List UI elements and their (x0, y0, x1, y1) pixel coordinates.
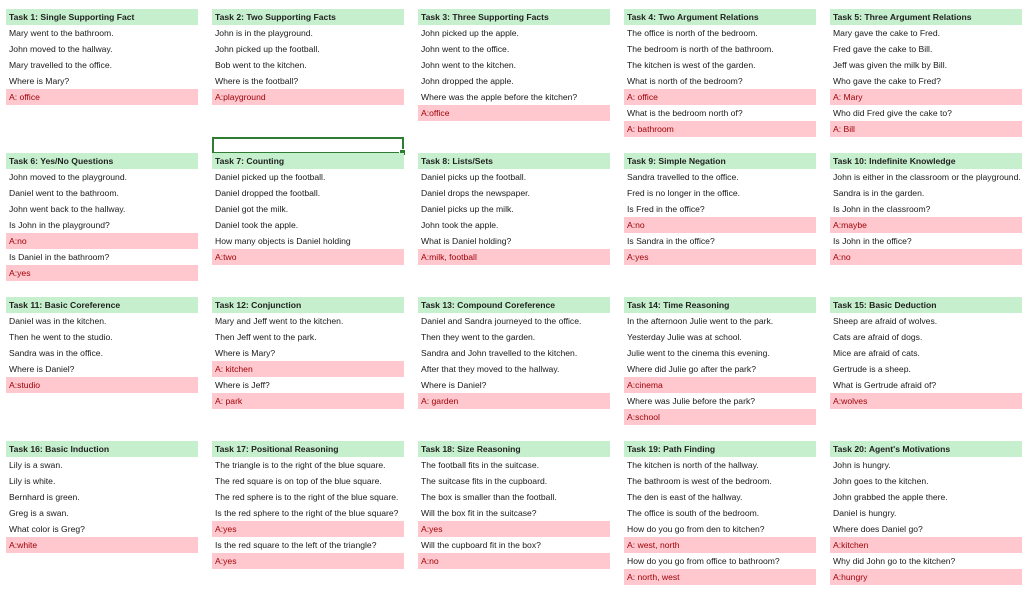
answer-cell[interactable]: A: garden (418, 393, 610, 409)
answer-cell[interactable]: A:studio (6, 377, 198, 393)
answer-cell[interactable]: A:maybe (830, 217, 1022, 233)
statement-cell[interactable]: The den is east of the hallway. (627, 492, 743, 502)
task-header[interactable]: Task 13: Compound Coreference (418, 297, 610, 313)
task-header[interactable]: Task 9: Simple Negation (624, 153, 816, 169)
task-header[interactable]: Task 11: Basic Coreference (6, 297, 198, 313)
task-header[interactable]: Task 10: Indefinite Knowledge (830, 153, 1022, 169)
answer-cell[interactable]: A: Bill (830, 121, 1022, 137)
task-header[interactable]: Task 6: Yes/No Questions (6, 153, 198, 169)
statement-cell[interactable]: The kitchen is west of the garden. (627, 60, 756, 70)
statement-cell[interactable]: John went to the office. (421, 44, 510, 54)
statement-cell[interactable]: Where is the football? (215, 76, 299, 86)
statement-cell[interactable]: Why did John go to the kitchen? (833, 556, 956, 566)
task-header[interactable]: Task 19: Path Finding (624, 441, 816, 457)
selected-cell-cursor[interactable] (212, 137, 404, 154)
statement-cell[interactable]: Where is Daniel? (421, 380, 487, 390)
statement-cell[interactable]: Mary went to the bathroom. (9, 28, 114, 38)
statement-cell[interactable]: John picked up the football. (215, 44, 320, 54)
statement-cell[interactable]: The triangle is to the right of the blue square. (215, 460, 386, 470)
answer-cell[interactable]: A:cinema (624, 377, 816, 393)
task-header[interactable]: Task 3: Three Supporting Facts (418, 9, 610, 25)
statement-cell[interactable]: Will the cupboard fit in the box? (421, 540, 541, 550)
statement-cell[interactable]: Julie went to the cinema this evening. (627, 348, 770, 358)
statement-cell[interactable]: Is the red square to the left of the triangle? (215, 540, 377, 550)
answer-cell[interactable]: A:yes (212, 553, 404, 569)
statement-cell[interactable]: Sandra is in the garden. (833, 188, 925, 198)
statement-cell[interactable]: The office is south of the bedroom. (627, 508, 760, 518)
statement-cell[interactable]: Cats are afraid of dogs. (833, 332, 923, 342)
answer-cell[interactable]: A:milk, football (418, 249, 610, 265)
statement-cell[interactable]: Where was the apple before the kitchen? (421, 92, 578, 102)
statement-cell[interactable]: What is Gertrude afraid of? (833, 380, 937, 390)
statement-cell[interactable]: The red square is on top of the blue square. (215, 476, 382, 486)
answer-cell[interactable]: A:two (212, 249, 404, 265)
statement-cell[interactable]: Sandra and John travelled to the kitchen. (421, 348, 578, 358)
statement-cell[interactable]: Greg is a swan. (9, 508, 69, 518)
statement-cell[interactable]: Where does Daniel go? (833, 524, 923, 534)
statement-cell[interactable]: The bedroom is north of the bathroom. (627, 44, 774, 54)
task-header[interactable]: Task 18: Size Reasoning (418, 441, 610, 457)
answer-cell[interactable]: A:hungry (830, 569, 1022, 585)
statement-cell[interactable]: Sandra was in the office. (9, 348, 103, 358)
answer-cell[interactable]: A:no (624, 217, 816, 233)
statement-cell[interactable]: John goes to the kitchen. (833, 476, 929, 486)
answer-cell[interactable]: A: office (6, 89, 198, 105)
statement-cell[interactable]: The office is north of the bedroom. (627, 28, 758, 38)
statement-cell[interactable]: Then he went to the studio. (9, 332, 113, 342)
answer-cell[interactable]: A: park (212, 393, 404, 409)
answer-cell[interactable]: A: Mary (830, 89, 1022, 105)
statement-cell[interactable]: Daniel picks up the milk. (421, 204, 514, 214)
statement-cell[interactable]: The football fits in the suitcase. (421, 460, 539, 470)
task-header[interactable]: Task 7: Counting (212, 153, 404, 169)
statement-cell[interactable]: Is the red sphere to the right of the blue square? (215, 508, 399, 518)
statement-cell[interactable]: Sandra travelled to the office. (627, 172, 739, 182)
task-header[interactable]: Task 4: Two Argument Relations (624, 9, 816, 25)
statement-cell[interactable]: Lily is white. (9, 476, 56, 486)
statement-cell[interactable]: What is north of the bedroom? (627, 76, 743, 86)
statement-cell[interactable]: Fred gave the cake to Bill. (833, 44, 933, 54)
statement-cell[interactable]: The kitchen is north of the hallway. (627, 460, 759, 470)
statement-cell[interactable]: Is John in the playground? (9, 220, 110, 230)
answer-cell[interactable]: A:kitchen (830, 537, 1022, 553)
task-header[interactable]: Task 8: Lists/Sets (418, 153, 610, 169)
task-header[interactable]: Task 15: Basic Deduction (830, 297, 1022, 313)
statement-cell[interactable]: The suitcase fits in the cupboard. (421, 476, 548, 486)
task-header[interactable]: Task 12: Conjunction (212, 297, 404, 313)
answer-cell[interactable]: A: office (624, 89, 816, 105)
answer-cell[interactable]: A:white (6, 537, 198, 553)
statement-cell[interactable]: The red sphere is to the right of the blue square. (215, 492, 399, 502)
statement-cell[interactable]: The box is smaller than the football. (421, 492, 557, 502)
task-header[interactable]: Task 5: Three Argument Relations (830, 9, 1022, 25)
answer-cell[interactable]: A:yes (418, 521, 610, 537)
statement-cell[interactable]: John dropped the apple. (421, 76, 514, 86)
statement-cell[interactable]: John is either in the classroom or the playground. (833, 172, 1021, 182)
statement-cell[interactable]: Daniel dropped the football. (215, 188, 321, 198)
statement-cell[interactable]: Lily is a swan. (9, 460, 63, 470)
statement-cell[interactable]: Where is Jeff? (215, 380, 270, 390)
answer-cell[interactable]: A:yes (212, 521, 404, 537)
statement-cell[interactable]: Is Sandra in the office? (627, 236, 715, 246)
statement-cell[interactable]: John is hungry. (833, 460, 891, 470)
statement-cell[interactable]: Jeff was given the milk by Bill. (833, 60, 947, 70)
statement-cell[interactable]: John grabbed the apple there. (833, 492, 948, 502)
statement-cell[interactable]: Where is Mary? (9, 76, 70, 86)
statement-cell[interactable]: Bernhard is green. (9, 492, 80, 502)
answer-cell[interactable]: A:no (418, 553, 610, 569)
answer-cell[interactable]: A:office (418, 105, 610, 121)
statement-cell[interactable]: John moved to the playground. (9, 172, 128, 182)
statement-cell[interactable]: Mary gave the cake to Fred. (833, 28, 940, 38)
answer-cell[interactable]: A:wolves (830, 393, 1022, 409)
statement-cell[interactable]: How do you go from office to bathroom? (627, 556, 780, 566)
answer-cell[interactable]: A:playground (212, 89, 404, 105)
statement-cell[interactable]: The bathroom is west of the bedroom. (627, 476, 772, 486)
statement-cell[interactable]: Where is Daniel? (9, 364, 75, 374)
statement-cell[interactable]: After that they moved to the hallway. (421, 364, 560, 374)
statement-cell[interactable]: Where is Mary? (215, 348, 276, 358)
answer-cell[interactable]: A:yes (624, 249, 816, 265)
statement-cell[interactable]: Daniel was in the kitchen. (9, 316, 107, 326)
statement-cell[interactable]: Who did Fred give the cake to? (833, 108, 952, 118)
statement-cell[interactable]: What is the bedroom north of? (627, 108, 743, 118)
statement-cell[interactable]: John picked up the apple. (421, 28, 519, 38)
statement-cell[interactable]: Is John in the classroom? (833, 204, 931, 214)
statement-cell[interactable]: Daniel got the milk. (215, 204, 289, 214)
statement-cell[interactable]: Bob went to the kitchen. (215, 60, 307, 70)
statement-cell[interactable]: Daniel picked up the football. (215, 172, 326, 182)
statement-cell[interactable]: Is Fred in the office? (627, 204, 705, 214)
answer-cell[interactable]: A:no (830, 249, 1022, 265)
statement-cell[interactable]: Daniel and Sandra journeyed to the office. (421, 316, 582, 326)
statement-cell[interactable]: What color is Greg? (9, 524, 85, 534)
statement-cell[interactable]: Will the box fit in the suitcase? (421, 508, 537, 518)
task-header[interactable]: Task 14: Time Reasoning (624, 297, 816, 313)
answer-cell[interactable]: A:no (6, 233, 198, 249)
statement-cell[interactable]: Mary travelled to the office. (9, 60, 113, 70)
answer-cell[interactable]: A:yes (6, 265, 198, 281)
statement-cell[interactable]: Daniel went to the bathroom. (9, 188, 119, 198)
statement-cell[interactable]: Then they went to the garden. (421, 332, 536, 342)
statement-cell[interactable]: Fred is no longer in the office. (627, 188, 741, 198)
statement-cell[interactable]: What is Daniel holding? (421, 236, 512, 246)
statement-cell[interactable]: Mary and Jeff went to the kitchen. (215, 316, 344, 326)
task-header[interactable]: Task 16: Basic Induction (6, 441, 198, 457)
answer-cell[interactable]: A:school (624, 409, 816, 425)
statement-cell[interactable]: John went to the kitchen. (421, 60, 517, 70)
statement-cell[interactable]: John took the apple. (421, 220, 499, 230)
statement-cell[interactable]: John is in the playground. (215, 28, 313, 38)
answer-cell[interactable]: A: bathroom (624, 121, 816, 137)
statement-cell[interactable]: Is John in the office? (833, 236, 912, 246)
statement-cell[interactable]: In the afternoon Julie went to the park. (627, 316, 774, 326)
statement-cell[interactable]: Who gave the cake to Fred? (833, 76, 941, 86)
statement-cell[interactable]: John moved to the hallway. (9, 44, 113, 54)
statement-cell[interactable]: Gertrude is a sheep. (833, 364, 911, 374)
statement-cell[interactable]: Where did Julie go after the park? (627, 364, 756, 374)
task-header[interactable]: Task 17: Positional Reasoning (212, 441, 404, 457)
statement-cell[interactable]: Then Jeff went to the park. (215, 332, 317, 342)
answer-cell[interactable]: A: west, north (624, 537, 816, 553)
statement-cell[interactable]: How do you go from den to kitchen? (627, 524, 765, 534)
statement-cell[interactable]: Daniel took the apple. (215, 220, 299, 230)
statement-cell[interactable]: John went back to the hallway. (9, 204, 126, 214)
answer-cell[interactable]: A: kitchen (212, 361, 404, 377)
answer-cell[interactable]: A: north, west (624, 569, 816, 585)
statement-cell[interactable]: Sheep are afraid of wolves. (833, 316, 938, 326)
statement-cell[interactable]: Daniel is hungry. (833, 508, 897, 518)
statement-cell[interactable]: Yesterday Julie was at school. (627, 332, 742, 342)
statement-cell[interactable]: How many objects is Daniel holding (215, 236, 351, 246)
statement-cell[interactable]: Daniel picks up the football. (421, 172, 527, 182)
task-header[interactable]: Task 1: Single Supporting Fact (6, 9, 198, 25)
statement-cell[interactable]: Mice are afraid of cats. (833, 348, 920, 358)
statement-cell[interactable]: Is Daniel in the bathroom? (9, 252, 110, 262)
task-header[interactable]: Task 20: Agent's Motivations (830, 441, 1022, 457)
statement-cell[interactable]: Where was Julie before the park? (627, 396, 756, 406)
task-header[interactable]: Task 2: Two Supporting Facts (212, 9, 404, 25)
statement-cell[interactable]: Daniel drops the newspaper. (421, 188, 530, 198)
